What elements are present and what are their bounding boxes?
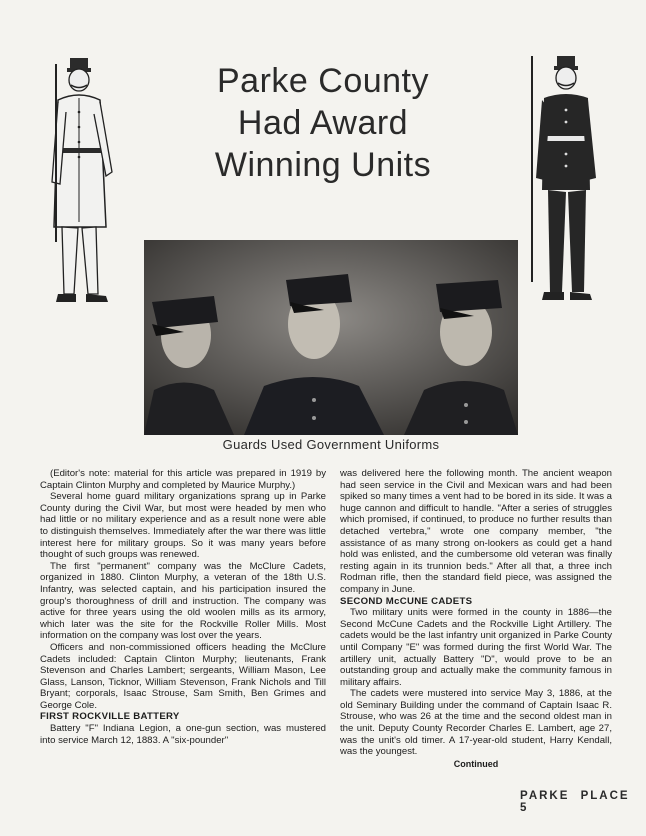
- article-column-left: [40, 468, 326, 746]
- magazine-name-word-1: PARKE: [520, 790, 570, 802]
- page-footer: [520, 790, 646, 814]
- article-title: [150, 60, 496, 186]
- title-line-3: Winning Units: [214, 146, 432, 184]
- article-column-right: [340, 468, 612, 770]
- paragraph: Officers and non-commissioned officers heading the McClure Cadets included: Captain Clinton Murphy; lieutenants, Frank Stevenson and Charles Lambert; sergeants, William Mason, Lee Glass, Lanson, Ticknor, William Stevenson, Frank Nichols and Till Bryant; corporals, Isaac Strouse, Sam Smith, Ben Grimes and George Cole.: [40, 641, 326, 711]
- section-heading: SECOND McCUNE CADETS: [340, 595, 473, 607]
- continued-label: Continued: [453, 758, 499, 769]
- paragraph: The first "permanent" company was the McClure Cadets, organized in 1880. Clinton Murphy, a veteran of the 18th U.S. Infantry, was selected captain, and his participation insured the group's thoroughness of drill and instruction. The company was active for three years using the old woolen mills as its armory, which later was the site for the Rockville Roller Mills. Most information on the company was lost over the years.: [40, 560, 326, 642]
- page-number: 5: [520, 802, 529, 814]
- magazine-name-word-2: PLACE: [580, 790, 630, 802]
- photo-caption: Guards Used Government Uniforms: [222, 437, 440, 452]
- paragraph: Several home guard military organizations sprang up in Parke County during the Civil War, but most were headed by men who had little or no military experience and as a result none were able to distinguish themselves. Immediately after the war there was little interest here for military groups. So it was many years before thought of such groups was renewed.: [40, 491, 326, 561]
- editors-note: (Editor's note: material for this article was prepared in 1919 by Captain Clinton Murphy and completed by Maurice Murphy.): [40, 468, 326, 491]
- paragraph: Two military units were formed in the county in 1886—the Second McCune Cadets and the Rockville Light Artillery. The cadets would be the last infantry unit organized in Parke County until Company "E" was formed during the first World War. The artillery unit, actually Battery "D", would prove to be an outstanding group and actually make the community famous in military affairs.: [340, 607, 612, 688]
- soldier-illustration-right: [522, 50, 612, 312]
- title-line-2: Had Award: [237, 104, 409, 142]
- paragraph: The cadets were mustered into service May 3, 1886, at the old Seminary Building under the command of Captain Isaac R. Strouse, who was 26 at the time and the second oldest man in the unit. Deputy County Recorder Charles E. Lambert, age 27, was the unit's old timer. A 17-year-old student, Harry Kendall, was the youngest.: [340, 688, 612, 758]
- title-line-1: Parke County: [217, 62, 429, 100]
- paragraph: was delivered here the following month. The ancient weapon had seen service in the Civil and Mexican wars and had been spiked so many times a vent had to be bored in its side. It was a huge cannon and difficult to handle. "After a series of struggles which promised, if continued, to produce no further results than detached vertebra," wrote one company member, "the assistance of as many strong on-lookers as could get a hand hold was enlisted, and the cumbersome old veteran was finally resting again in its trunnion beds." After all that, a three inch Rodman rifle, then the standard field piece, was assigned the company in June.: [340, 468, 612, 595]
- section-heading: FIRST ROCKVILLE BATTERY: [40, 711, 180, 723]
- cadets-photograph: [144, 240, 518, 435]
- soldier-illustration-left: [48, 52, 138, 314]
- paragraph: Battery "F" Indiana Legion, a one-gun section, was mustered into service March 12, 1883. A "six-pounder": [40, 723, 326, 746]
